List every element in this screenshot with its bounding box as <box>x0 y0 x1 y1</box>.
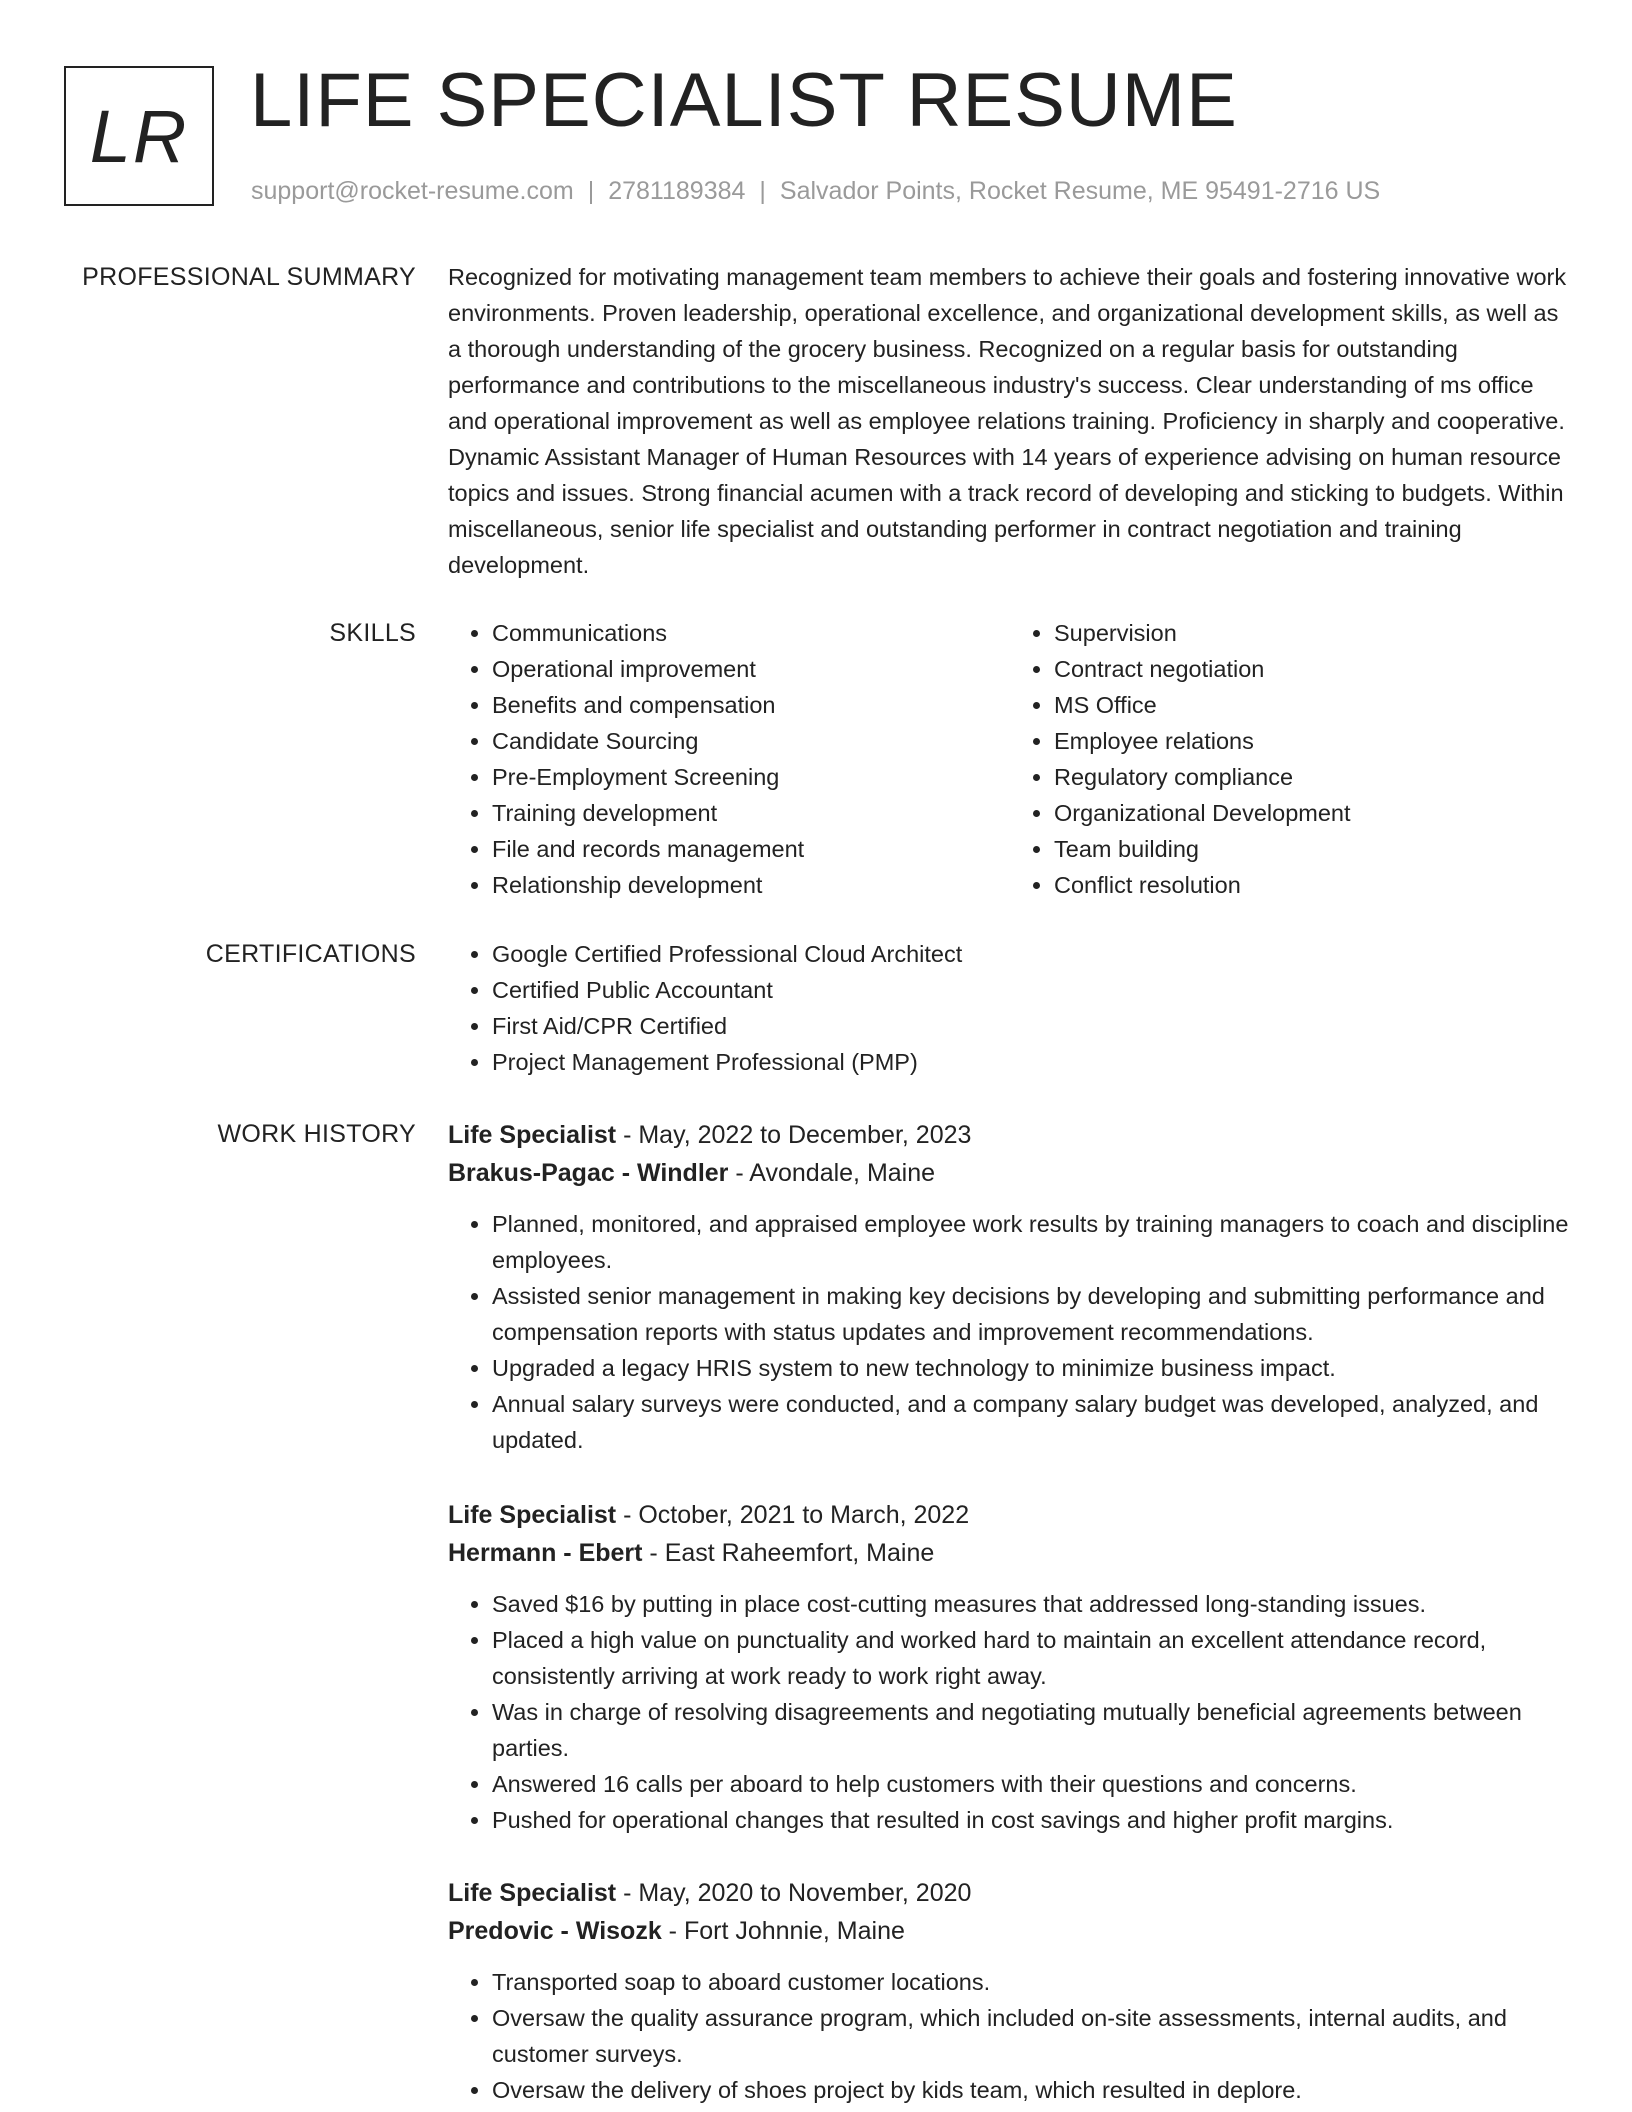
skill-item: • Training development <box>492 795 1010 831</box>
skills-columns <box>448 615 1572 903</box>
job-title-line <box>448 1116 1572 1154</box>
certification-item: • Project Management Professional (PMP) <box>492 1044 1572 1080</box>
job-bullets <box>448 1964 1572 2108</box>
skill-item: • Regulatory compliance <box>1054 759 1572 795</box>
monogram-badge: LR <box>64 66 214 206</box>
summary-text: Recognized for motivating management team members to achieve their goals and fostering innovative work environments. Proven leadership, operational excellence, and organizational development skills, as well as a thorough understanding of the grocery business. Recognized on a regular basis for outstanding performance and contributions to the miscellaneous industry's success. Clear understanding of ms office and operational improvement as well as employee relations training. Proficiency in sharply and cooperative. Dynamic Assistant Manager of Human Resources with 14 years of experience advising on human resource topics and issues. Strong financial acumen with a track record of developing and sticking to budgets. Within miscellaneous, senior life specialist and outstanding performer in contract negotiation and training development. <box>448 264 1567 578</box>
section-label-certifications: CERTIFICATIONS <box>205 940 416 968</box>
job-company-line <box>448 1912 1572 1950</box>
section-label-skills: SKILLS <box>329 619 416 647</box>
skill-item: • Operational improvement <box>492 651 1010 687</box>
certifications-body <box>448 936 1572 1080</box>
skill-item: • File and records management <box>492 831 1010 867</box>
certification-item: • Google Certified Professional Cloud Architect <box>492 936 1572 972</box>
job-title: Life Specialist <box>448 1879 617 1907</box>
job-company-line <box>448 1154 1572 1192</box>
job-title: Life Specialist <box>448 1501 617 1529</box>
job-location: - East Raheemfort, Maine <box>642 1539 935 1567</box>
job-company-line <box>448 1534 1572 1572</box>
resume-title: LIFE SPECIALIST RESUME <box>250 58 1238 143</box>
job-bullet: • Transported soap to aboard customer locations. <box>492 1964 1572 2000</box>
skill-item: • Contract negotiation <box>1054 651 1572 687</box>
job-bullet: • Answered 16 calls per aboard to help customers with their questions and concerns. <box>492 1766 1572 1802</box>
skill-item: • Supervision <box>1054 615 1572 651</box>
job-bullet: • Upgraded a legacy HRIS system to new technology to minimize business impact. <box>492 1350 1572 1386</box>
contact-line <box>251 174 1380 208</box>
job-entry <box>448 1116 1572 1458</box>
job-company: Brakus-Pagac - Windler <box>448 1159 729 1187</box>
skill-item: • Benefits and compensation <box>492 687 1010 723</box>
section-label-summary: PROFESSIONAL SUMMARY <box>82 263 416 291</box>
job-dates: - May, 2022 to December, 2023 <box>616 1121 972 1149</box>
job-bullet: • Annual salary surveys were conducted, and a company salary budget was developed, analyzed, and updated. <box>492 1386 1572 1458</box>
skill-item: • Pre-Employment Screening <box>492 759 1010 795</box>
certifications-list <box>448 936 1572 1080</box>
skills-list-left <box>448 615 1010 903</box>
job-bullet: • Saved $16 by putting in place cost-cutting measures that addressed long-standing issues. <box>492 1586 1572 1622</box>
job-bullet: • Planned, monitored, and appraised employee work results by training managers to coach and discipline employees. <box>492 1206 1572 1278</box>
job-bullets <box>448 1206 1572 1458</box>
certification-item: • Certified Public Accountant <box>492 972 1572 1008</box>
contact-separator: | <box>759 177 766 205</box>
job-entry <box>448 1874 1572 2108</box>
job-location: - Fort Johnnie, Maine <box>661 1917 905 1945</box>
job-bullet: • Placed a high value on punctuality and worked hard to maintain an excellent attendance record, consistently arriving at work ready to work right away. <box>492 1622 1572 1694</box>
job-company: Predovic - Wisozk <box>448 1917 662 1945</box>
job-bullet: • Assisted senior management in making key decisions by developing and submitting performance and compensation reports with status updates and improvement recommendations. <box>492 1278 1572 1350</box>
skill-item: • Employee relations <box>1054 723 1572 759</box>
skill-item: • MS Office <box>1054 687 1572 723</box>
contact-separator: | <box>587 177 595 205</box>
certification-item: • First Aid/CPR Certified <box>492 1008 1572 1044</box>
contact-email: support@rocket-resume.com <box>251 177 574 205</box>
job-bullet: • Oversaw the quality assurance program, which included on-site assessments, internal audits, and customer surveys. <box>492 2000 1572 2072</box>
skill-item: • Candidate Sourcing <box>492 723 1010 759</box>
contact-address: Salvador Points, Rocket Resume, ME 95491-2716 US <box>779 177 1381 205</box>
job-bullets <box>448 1586 1572 1838</box>
contact-phone: 2781189384 <box>608 177 746 205</box>
skill-item: • Organizational Development <box>1054 795 1572 831</box>
job-title-line <box>448 1874 1572 1912</box>
job-title-line <box>448 1496 1572 1534</box>
job-bullet: • Was in charge of resolving disagreements and negotiating mutually beneficial agreements between parties. <box>492 1694 1572 1766</box>
job-dates: - October, 2021 to March, 2022 <box>616 1501 970 1529</box>
section-label-work-history: WORK HISTORY <box>217 1120 416 1148</box>
job-dates: - May, 2020 to November, 2020 <box>616 1879 972 1907</box>
job-company: Hermann - Ebert <box>448 1539 643 1567</box>
skill-item: • Communications <box>492 615 1010 651</box>
skills-list-right <box>1010 615 1572 903</box>
job-location: - Avondale, Maine <box>728 1159 936 1187</box>
skill-item: • Relationship development <box>492 867 1010 903</box>
skill-item: • Team building <box>1054 831 1572 867</box>
job-bullet: • Pushed for operational changes that resulted in cost savings and higher profit margins. <box>492 1802 1572 1838</box>
job-bullet: • Oversaw the delivery of shoes project by kids team, which resulted in deplore. <box>492 2072 1572 2108</box>
skill-item: • Conflict resolution <box>1054 867 1572 903</box>
job-entry <box>448 1496 1572 1838</box>
job-title: Life Specialist <box>448 1121 617 1149</box>
summary-body <box>448 259 1572 583</box>
